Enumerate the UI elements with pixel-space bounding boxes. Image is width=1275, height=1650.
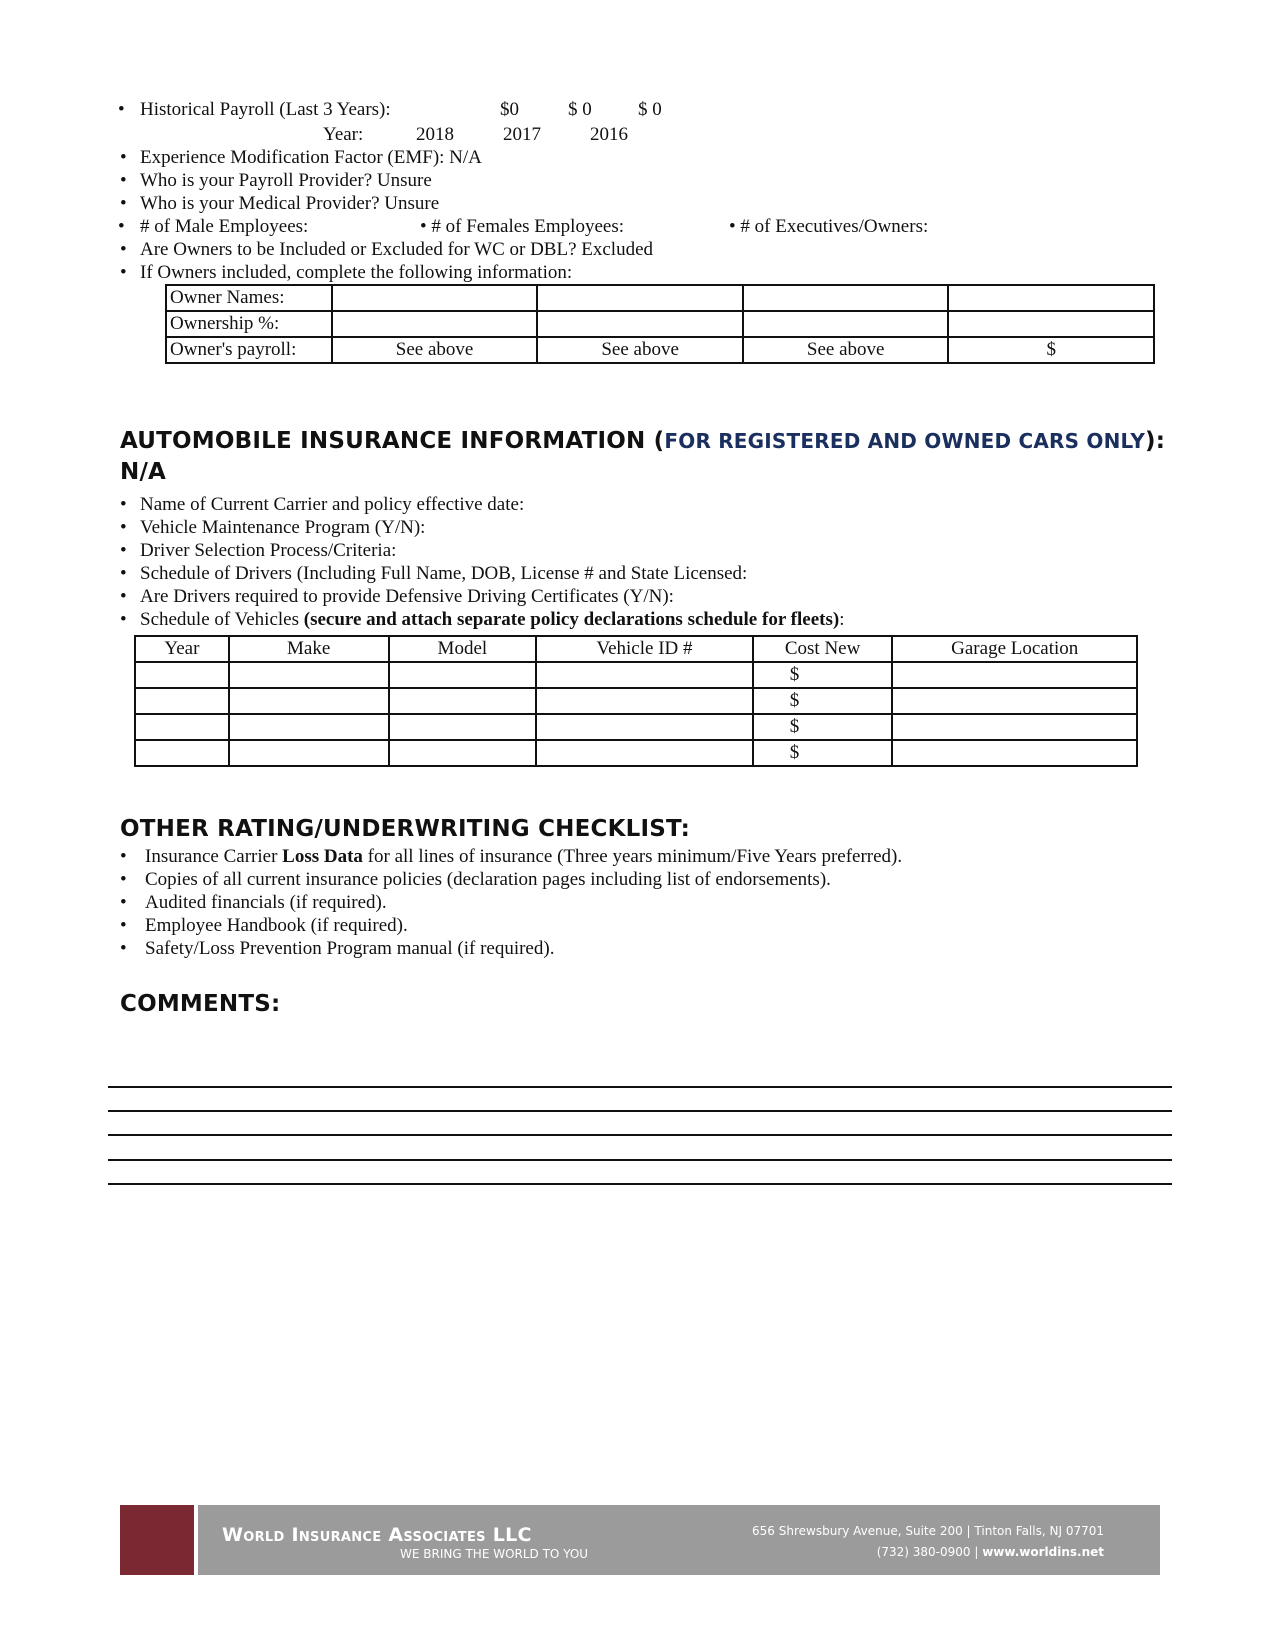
list-item: • Name of Current Carrier and policy effective date:: [118, 493, 1118, 516]
payroll-year: 2016: [590, 124, 628, 145]
owner-table: [165, 284, 1155, 364]
cost-cell[interactable]: $: [753, 688, 893, 714]
table-row: [166, 337, 1154, 363]
cost-cell[interactable]: $: [753, 662, 893, 688]
table-cell[interactable]: [389, 714, 537, 740]
company-website-link[interactable]: www.worldins.net: [982, 1545, 1104, 1559]
payroll-year: 2017: [503, 124, 541, 145]
auto-heading-na: N/A: [120, 459, 167, 485]
bullet: •: [118, 216, 125, 237]
column-header: Vehicle ID #: [536, 636, 753, 662]
owner-payroll-cell[interactable]: See above: [332, 337, 538, 363]
owner-payroll-label: Owner's payroll:: [166, 337, 332, 363]
table-row: [166, 285, 1154, 311]
table-cell[interactable]: [229, 740, 389, 766]
table-cell[interactable]: [135, 688, 229, 714]
table-cell[interactable]: [135, 740, 229, 766]
list-item: • Driver Selection Process/Criteria:: [118, 539, 1118, 562]
owner-names-label: Owner Names:: [166, 285, 332, 311]
list-item: • Safety/Loss Prevention Program manual (if required).: [118, 937, 1168, 960]
company-tagline: WE BRING THE WORLD TO YOU: [400, 1547, 589, 1561]
list-item: • Copies of all current insurance policies (declaration pages including list of endorsements).: [118, 868, 1168, 891]
executives-label: • # of Executives/Owners:: [729, 216, 929, 237]
footer-bar: [198, 1505, 1160, 1575]
table-cell[interactable]: [229, 688, 389, 714]
cost-cell[interactable]: $: [753, 740, 893, 766]
list-item: • Schedule of Drivers (Including Full Name, DOB, License # and State Licensed:: [118, 562, 1118, 585]
comment-line[interactable]: [108, 1134, 1172, 1136]
column-header: Model: [389, 636, 537, 662]
table-row: [166, 311, 1154, 337]
list-item: [118, 845, 1168, 868]
company-address: 656 Shrewsbury Avenue, Suite 200 | Tinton Falls, NJ 07701: [752, 1524, 1104, 1538]
footer-accent-block: [120, 1505, 194, 1575]
company-contact: [877, 1545, 1104, 1559]
vehicle-table: [134, 635, 1138, 767]
list-item: • Are Owners to be Included or Excluded for WC or DBL? Excluded: [118, 238, 1018, 261]
list-item: • Vehicle Maintenance Program (Y/N):: [118, 516, 1118, 539]
table-cell[interactable]: [892, 740, 1137, 766]
owner-name-cell[interactable]: [537, 285, 743, 311]
table-cell[interactable]: [892, 688, 1137, 714]
owners-list: [118, 238, 1018, 284]
column-header: Cost New: [753, 636, 893, 662]
table-row: [135, 714, 1137, 740]
comment-line[interactable]: [108, 1183, 1172, 1185]
list-item: • If Owners included, complete the following information:: [118, 261, 1018, 284]
column-header: Make: [229, 636, 389, 662]
list-item: • Experience Modification Factor (EMF): N/A: [118, 146, 1018, 169]
table-row: [135, 740, 1137, 766]
table-cell[interactable]: [892, 662, 1137, 688]
table-cell[interactable]: [892, 714, 1137, 740]
owner-payroll-cell[interactable]: See above: [743, 337, 949, 363]
payroll-label: Historical Payroll (Last 3 Years):: [140, 99, 391, 120]
bullet: •: [118, 99, 125, 120]
owner-payroll-cell[interactable]: See above: [537, 337, 743, 363]
list-item: • Are Drivers required to provide Defensive Driving Certificates (Y/N):: [118, 585, 1118, 608]
female-employees-label: • # of Females Employees:: [420, 216, 624, 237]
table-cell[interactable]: [389, 740, 537, 766]
table-cell[interactable]: [389, 688, 537, 714]
list-item: • Who is your Medical Provider? Unsure: [118, 192, 1018, 215]
list-item: • Employee Handbook (if required).: [118, 914, 1168, 937]
table-cell[interactable]: [229, 662, 389, 688]
column-header: Garage Location: [892, 636, 1137, 662]
list-item: • Audited financials (if required).: [118, 891, 1168, 914]
checklist-item-prefix: Insurance Carrier: [145, 846, 283, 867]
table-header-row: [135, 636, 1137, 662]
table-cell[interactable]: [536, 688, 753, 714]
company-phone: (732) 380-0900 |: [876, 1545, 983, 1559]
comment-line[interactable]: [108, 1110, 1172, 1112]
checklist-heading: OTHER RATING/UNDERWRITING CHECKLIST:: [120, 816, 691, 842]
schedule-bold: (secure and attach separate policy declarations schedule for fleets): [303, 609, 840, 630]
payroll-row: [118, 98, 1018, 121]
comment-line[interactable]: [108, 1086, 1172, 1088]
male-employees-label: # of Male Employees:: [140, 216, 309, 237]
ownership-cell[interactable]: [332, 311, 538, 337]
auto-list: [118, 493, 1118, 631]
payroll-amount: $0: [500, 99, 519, 120]
table-row: [135, 662, 1137, 688]
list-item: • Who is your Payroll Provider? Unsure: [118, 169, 1018, 192]
table-cell[interactable]: [135, 714, 229, 740]
company-name: World Insurance Associates LLC: [222, 1524, 532, 1546]
owner-name-cell[interactable]: [948, 285, 1154, 311]
table-cell[interactable]: [536, 740, 753, 766]
schedule-suffix: :: [839, 609, 845, 630]
auto-heading: [120, 428, 1165, 454]
payroll-years-row: [118, 123, 1018, 146]
ownership-cell[interactable]: [537, 311, 743, 337]
ownership-cell[interactable]: [948, 311, 1154, 337]
payroll-amount: $ 0: [568, 99, 592, 120]
table-row: [135, 688, 1137, 714]
ownership-cell[interactable]: [743, 311, 949, 337]
column-header: Year: [135, 636, 229, 662]
table-cell[interactable]: [536, 662, 753, 688]
comment-line[interactable]: [108, 1159, 1172, 1161]
ownership-label: Ownership %:: [166, 311, 332, 337]
year-label: Year:: [323, 124, 364, 145]
table-cell[interactable]: [229, 714, 389, 740]
owner-payroll-cell[interactable]: $: [948, 337, 1154, 363]
table-cell[interactable]: [536, 714, 753, 740]
owner-name-cell[interactable]: [743, 285, 949, 311]
checklist-item-bold: Loss Data: [282, 846, 363, 867]
info-list: [118, 146, 1018, 215]
auto-heading-end: ):: [1145, 428, 1166, 454]
auto-heading-main: AUTOMOBILE INSURANCE INFORMATION (: [120, 428, 665, 454]
cost-cell[interactable]: $: [753, 714, 893, 740]
list-item-schedule: [118, 608, 1118, 631]
auto-heading-blue: FOR REGISTERED AND OWNED CARS ONLY: [664, 429, 1146, 453]
employees-row: [118, 215, 1018, 238]
comments-heading: COMMENTS:: [120, 991, 281, 1017]
owner-name-cell[interactable]: [332, 285, 538, 311]
payroll-amount: $ 0: [638, 99, 662, 120]
table-cell[interactable]: [389, 662, 537, 688]
payroll-year: 2018: [416, 124, 454, 145]
checklist-list: [118, 845, 1168, 960]
schedule-prefix: Schedule of Vehicles: [140, 609, 304, 630]
checklist-item-suffix: for all lines of insurance (Three years minimum/Five Years preferred).: [362, 846, 903, 867]
table-cell[interactable]: [135, 662, 229, 688]
